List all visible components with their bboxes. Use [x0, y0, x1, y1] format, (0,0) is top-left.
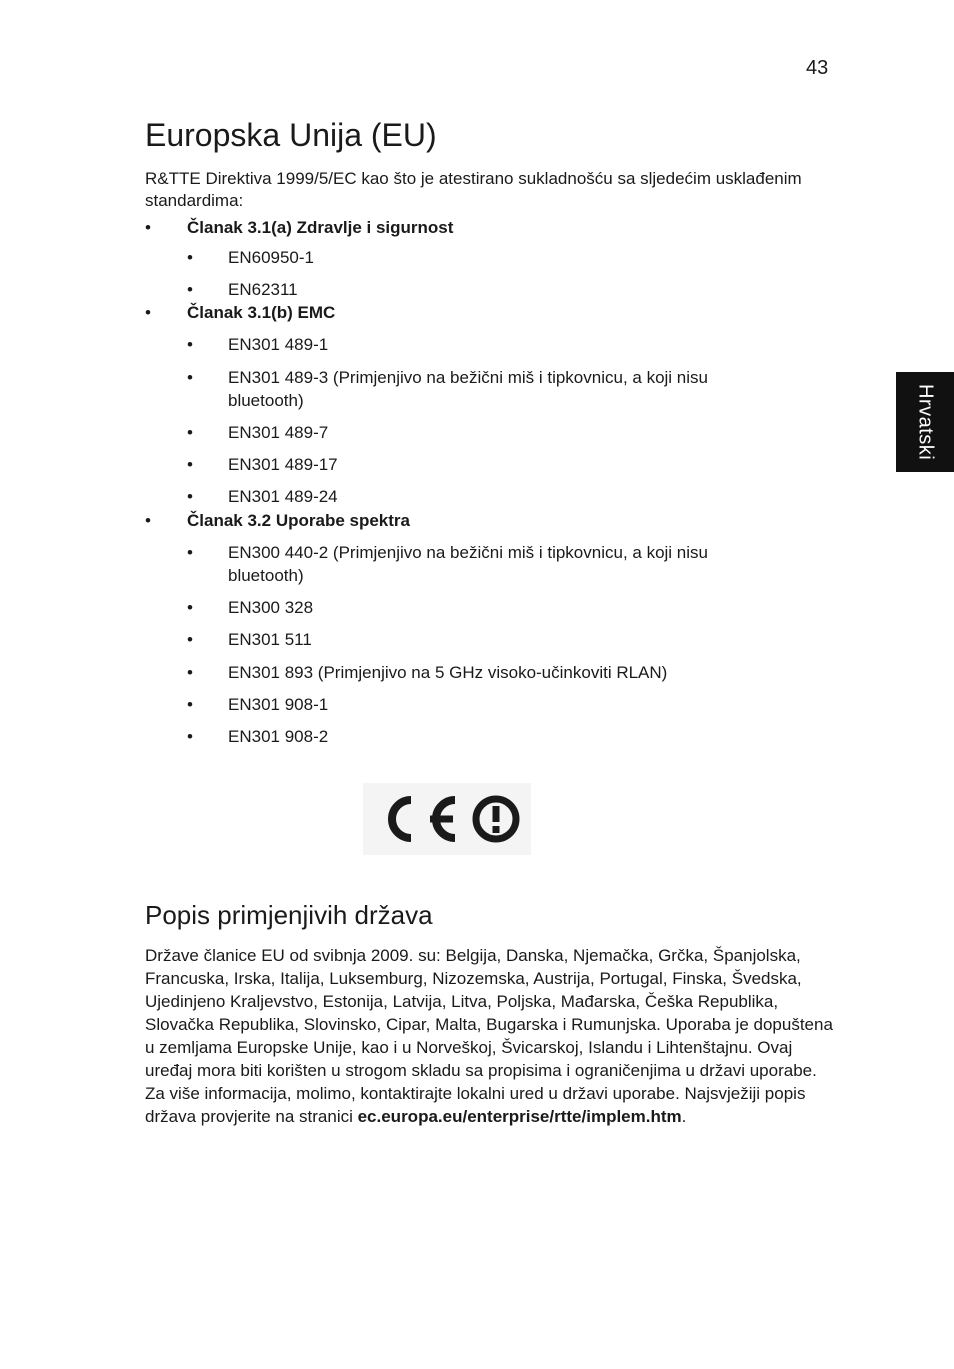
ce-alert-mark-icon: [363, 783, 531, 855]
section-title: Popis primjenjivih država: [145, 900, 433, 930]
intro-text: R&TTE Direktiva 1999/5/EC kao što je atestirano sukladnošću sa sljedećim usklađenim standardima:: [145, 169, 802, 210]
language-tab-label: Hrvatski: [914, 383, 937, 461]
page-title: Europska Unija (EU): [145, 117, 437, 153]
page-number: 43: [806, 57, 829, 79]
countries-paragraph: Države članice EU od svibnja 2009. su: Belgija, Danska, Njemačka, Grčka, Španjolska, Francuska, Irska, Italija, Luksemburg, Nizozemska, Austrija, Portugal, Finska, Švedska, Ujedinjeno Kraljevstvo, Estonija, Latvija, Litva, Poljska, Mađarska, Češka Republika, Slovačka Republika, Slovinsko, Cipar, Malta, Bugarska i Rumunjska. Uporaba je dopuštena u zemljama Europske Unije, kao i u Norveškoj, Švicarskoj, Islandu i Lihtenštajnu. Ovaj uređaj mora biti korišten u strogom skladu sa propisima i ograničenjima u državi uporabe. Za više informacija, molimo, kontaktirajte lokalni ured u državi uporabe. Najsvježiji popis država provjerite na stranici ec.europa.eu/enterprise/rtte/implem.htm.: [145, 946, 833, 1126]
url-text: ec.europa.eu/enterprise/rtte/implem.htm: [357, 1107, 682, 1126]
language-tab: [896, 372, 954, 472]
ce-mark-graphic: [363, 783, 531, 855]
